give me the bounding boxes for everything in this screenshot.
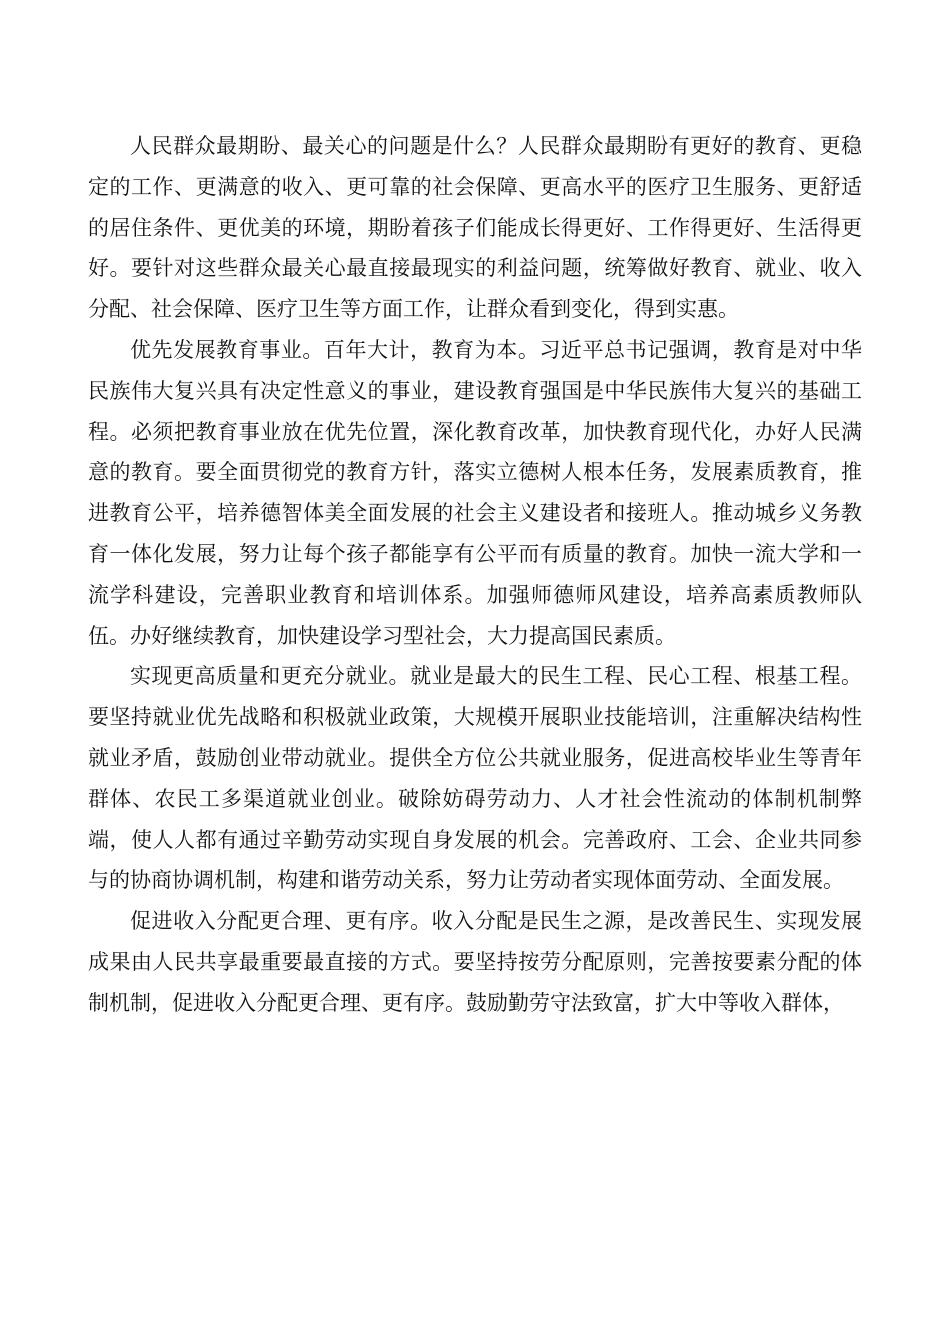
paragraph-income-distribution: 促进收入分配更合理、更有序。收入分配是民生之源，是改善民生、实现发展成果由人民共享最重要最直接的方式。要坚持按劳分配原则，完善按要素分配的体制机制，促进收入分配更合理、更有序。鼓励勤劳守法致富，扩大中等收入群体， (88, 909, 862, 1015)
paragraph-employment: 实现更高质量和更充分就业。就业是最大的民生工程、民心工程、根基工程。要坚持就业优先战略和积极就业政策，大规模开展职业技能培训，注重解决结构性就业矛盾，鼓励创业带动就业。提供全方位公共就业服务，促进高校毕业生等青年群体、农民工多渠道就业创业。破除妨碍劳动力、人才社会性流动的体制机制弊端，使人人都有通过辛勤劳动实现自身发展的机会。完善政府、工会、企业共同参与的协商协调机制，构建和谐劳动关系，努力让劳动者实现体面劳动、全面发展。 (88, 664, 862, 893)
document-page (88, 126, 862, 1024)
paragraph-education: 优先发展教育事业。百年大计，教育为本。习近平总书记强调，教育是对中华民族伟大复兴具有决定性意义的事业，建设教育强国是中华民族伟大复兴的基础工程。必须把教育事业放在优先位置，深化教育改革，加快教育现代化，办好人民满意的教育。要全面贯彻党的教育方针，落实立德树人根本任务，发展素质教育，推进教育公平，培养德智体美全面发展的社会主义建设者和接班人。推动城乡义务教育一体化发展，努力让每个孩子都能享有公平而有质量的教育。加快一流大学和一流学科建设，完善职业教育和培训体系。加强师德师风建设，培养高素质教师队伍。办好继续教育，加快建设学习型社会，大力提高国民素质。 (88, 337, 862, 648)
paragraph-people-expectations: 人民群众最期盼、最关心的问题是什么？人民群众最期盼有更好的教育、更稳定的工作、更满意的收入、更可靠的社会保障、更高水平的医疗卫生服务、更舒适的居住条件、更优美的环境，期盼着孩子们能成长得更好、工作得更好、生活得更好。要针对这些群众最关心最直接最现实的利益问题，统筹做好教育、就业、收入分配、社会保障、医疗卫生等方面工作，让群众看到变化，得到实惠。 (88, 134, 862, 322)
